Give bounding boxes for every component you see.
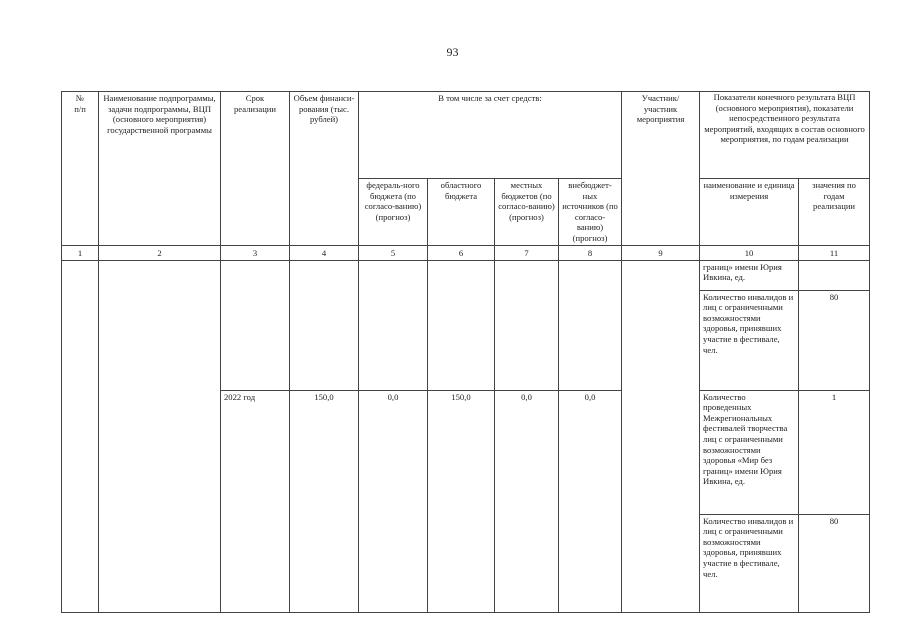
indicator-value: 1 — [799, 390, 870, 514]
header-col-regional: областного бюджета — [428, 179, 495, 246]
cell-participant — [622, 260, 700, 612]
header-col-volume: Объем финанси-рования (тыс. рублей) — [290, 92, 359, 246]
indicator-name: Количество проведенных Межрегиональных фестивалей творчества лиц с ограниченными возможностями здоровья «Мир без границ» имени Юрия Ивкина, ед. — [700, 390, 799, 514]
cell-volume: 150,0 — [290, 390, 359, 612]
header-col-name: Наименование подпрограммы, задачи подпрограммы, ВЦП (основного мероприятия) государственной программы — [99, 92, 221, 246]
cell-extra — [559, 260, 622, 390]
column-numbers-row — [62, 245, 870, 260]
column-number: 2 — [99, 245, 221, 260]
indicator-value: 80 — [799, 514, 870, 612]
header-col-ind-value: значения по годам реализации — [799, 179, 870, 246]
header-col-extra: внебюджет-ных источников (по согласо-ванию) (прогноз) — [559, 179, 622, 246]
column-number: 10 — [700, 245, 799, 260]
program-table — [61, 91, 870, 613]
column-number: 11 — [799, 245, 870, 260]
cell-local: 0,0 — [495, 390, 559, 612]
column-number: 1 — [62, 245, 99, 260]
column-number: 7 — [495, 245, 559, 260]
header-col-federal: федераль-ного бюджета (по согласо-ванию) (прогноз) — [359, 179, 428, 246]
header-col-participant: Участник/ участник мероприятия — [622, 92, 700, 246]
indicator-name: Количество инвалидов и лиц с ограниченными возможностями здоровья, принявших участие в фестивале, чел. — [700, 514, 799, 612]
column-number: 9 — [622, 245, 700, 260]
header-col-ind-name: наименование и единица измерения — [700, 179, 799, 246]
cell-term: 2022 год — [221, 390, 290, 612]
header-col-indicators: Показатели конечного результата ВЦП (основного мероприятия), показатели непосредственного результата мероприятий, входящих в состав основного мероприятия, по годам реализации — [700, 92, 870, 179]
cell-regional — [428, 260, 495, 390]
header-col-sources: В том числе за счет средств: — [359, 92, 622, 179]
column-number: 5 — [359, 245, 428, 260]
header-col-local: местных бюджетов (по согласо-ванию) (прогноз) — [495, 179, 559, 246]
indicator-name: Количество инвалидов и лиц с ограниченными возможностями здоровья, принявших участие в фестивале, чел. — [700, 290, 799, 390]
header-col-term: Срок реализации — [221, 92, 290, 246]
cell-local — [495, 260, 559, 390]
column-number: 4 — [290, 245, 359, 260]
column-number: 3 — [221, 245, 290, 260]
cell-federal: 0,0 — [359, 390, 428, 612]
cell-federal — [359, 260, 428, 390]
column-number: 6 — [428, 245, 495, 260]
cell-volume — [290, 260, 359, 390]
indicator-value: 80 — [799, 290, 870, 390]
cell-num — [62, 260, 99, 612]
indicator-name: границ» имени Юрия Ивкина, ед. — [700, 260, 799, 290]
column-number: 8 — [559, 245, 622, 260]
cell-name — [99, 260, 221, 612]
indicator-value — [799, 260, 870, 290]
cell-regional: 150,0 — [428, 390, 495, 612]
cell-extra: 0,0 — [559, 390, 622, 612]
table-row — [62, 260, 870, 290]
header-col-num: № п/п — [62, 92, 99, 246]
page-number: 93 — [446, 45, 459, 59]
cell-term — [221, 260, 290, 390]
